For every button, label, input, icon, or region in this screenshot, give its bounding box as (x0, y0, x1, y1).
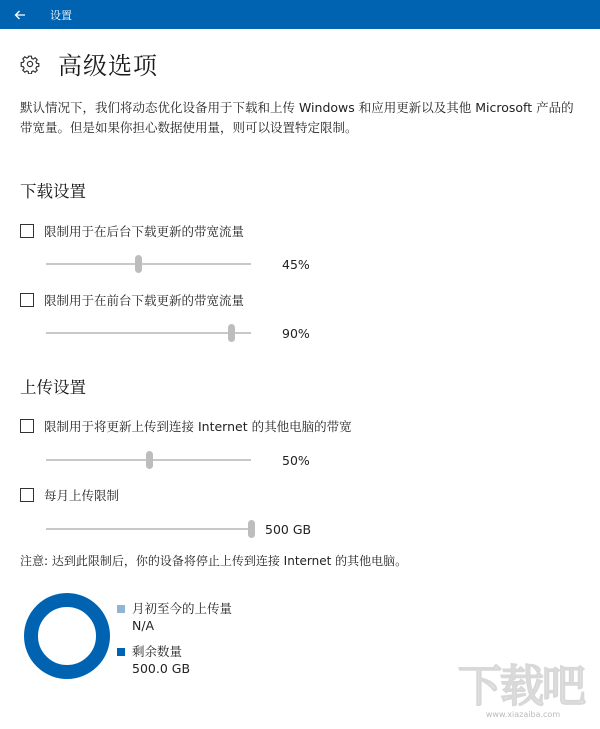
checkbox-box[interactable] (20, 488, 34, 502)
watermark-url: www.xiazaiba.com (485, 710, 561, 719)
upload-bandwidth-slider[interactable] (46, 450, 251, 470)
page-header (20, 46, 158, 81)
legend-value: N/A (132, 618, 155, 633)
slider-track (46, 263, 251, 265)
limit-note: 注意: 达到此限制后，你的设备将停止上传到连接 Internet 的其他电脑。 (20, 554, 408, 568)
checkbox-label: 限制用于在前台下载更新的带宽流量 (44, 293, 245, 308)
monthly-upload-value: 500 GB (265, 522, 312, 537)
page-title: 高级选项 (58, 52, 158, 80)
checkbox-label: 限制用于在后台下载更新的带宽流量 (44, 224, 245, 239)
slider-track (46, 528, 251, 530)
checkbox-box[interactable] (20, 293, 34, 307)
watermark-text: 下载吧 (458, 661, 584, 712)
slider-thumb[interactable] (135, 255, 142, 273)
slider-thumb[interactable] (248, 520, 255, 538)
legend-label: 剩余数量 (132, 644, 183, 659)
checkbox-label: 每月上传限制 (44, 488, 120, 503)
foreground-download-value: 90% (282, 326, 310, 341)
slider-thumb[interactable] (228, 324, 235, 342)
limit-background-download-checkbox[interactable] (20, 222, 244, 240)
gear-icon (20, 54, 40, 74)
donut-remaining-ring (31, 600, 103, 672)
limit-foreground-download-checkbox[interactable] (20, 291, 244, 309)
title-bar (0, 0, 600, 29)
upload-usage-donut (23, 592, 111, 680)
limit-upload-internet-checkbox[interactable] (20, 417, 352, 435)
upload-settings-heading: 上传设置 (20, 378, 86, 397)
checkbox-box[interactable] (20, 419, 34, 433)
slider-track (46, 332, 251, 334)
legend-swatch-remaining (117, 648, 125, 656)
window-title: 设置 (50, 8, 72, 22)
monthly-upload-limit-checkbox[interactable] (20, 486, 119, 504)
download-settings-heading: 下载设置 (20, 182, 86, 201)
back-arrow-icon (14, 9, 26, 21)
foreground-download-slider[interactable] (46, 323, 251, 343)
legend-value: 500.0 GB (132, 661, 191, 676)
legend-swatch-uploaded (117, 605, 125, 613)
monthly-upload-slider[interactable] (46, 519, 251, 539)
background-download-value: 45% (282, 257, 310, 272)
back-button[interactable] (0, 0, 40, 29)
upload-bandwidth-value: 50% (282, 453, 310, 468)
legend-label: 月初至今的上传量 (132, 601, 233, 616)
background-download-slider[interactable] (46, 254, 251, 274)
watermark-logo (458, 661, 588, 722)
intro-text: 默认情况下，我们将动态优化设备用于下载和上传 Windows 和应用更新以及其他 Microsoft 产品的带宽量。但是如果你担心数据使用量，则可以设置特定限制。 (20, 100, 574, 135)
checkbox-box[interactable] (20, 224, 34, 238)
slider-thumb[interactable] (146, 451, 153, 469)
checkbox-label: 限制用于将更新上传到连接 Internet 的其他电脑的带宽 (44, 419, 352, 434)
